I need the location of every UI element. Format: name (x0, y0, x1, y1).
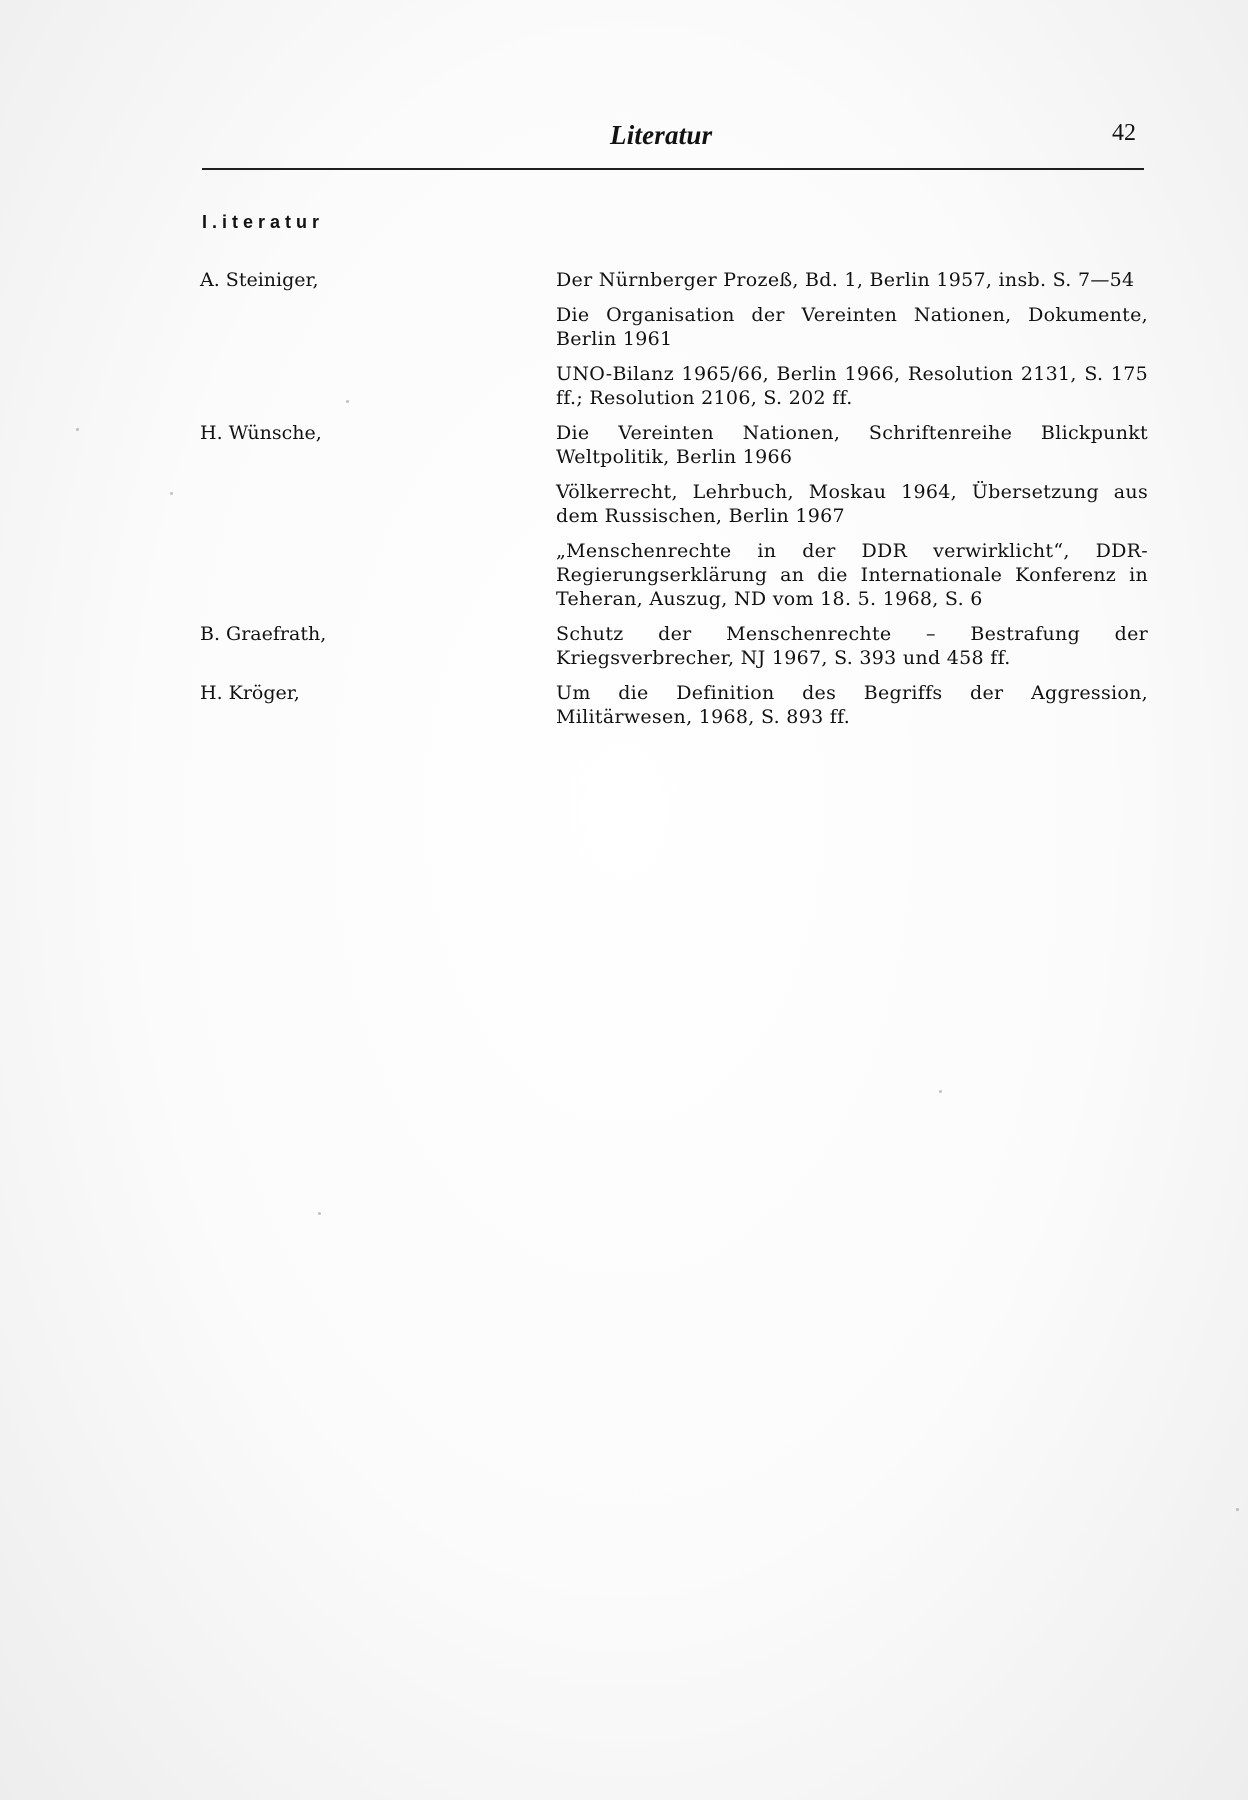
section-heading: I.iteratur (202, 212, 325, 232)
reference-entry (200, 622, 1148, 670)
page-number: 42 (1112, 120, 1136, 146)
scan-speck (76, 428, 79, 431)
reference-author: B. Graefrath, (200, 623, 327, 645)
reference-text: Schutz der Menschenrechte – Bestrafung der Kriegsverbrecher, NJ 1967, S. 393 und 458 ff. (556, 623, 1148, 669)
reference-author: H. Wünsche, (200, 422, 322, 444)
running-title: Literatur (610, 120, 713, 150)
reference-text: Der Nürnberger Prozeß, Bd. 1, Berlin 1957, insb. S. 7—54 (556, 269, 1135, 291)
reference-entry (200, 303, 1148, 351)
reference-entry (200, 268, 1148, 292)
header-rule (202, 168, 1144, 170)
reference-list (200, 268, 1148, 740)
reference-entry (200, 681, 1148, 729)
reference-text: „Menschenrechte in der DDR verwirklicht“, DDR-Regierungserklärung an die Internationale Konferenz in Teheran, Auszug, ND vom 18. 5. 1968, S. 6 (556, 540, 1148, 610)
reference-entry (200, 539, 1148, 611)
reference-text: Völkerrecht, Lehrbuch, Moskau 1964, Übersetzung aus dem Russischen, Berlin 1967 (556, 481, 1148, 527)
reference-entry (200, 362, 1148, 410)
reference-text: Die Organisation der Vereinten Nationen, Dokumente, Berlin 1961 (556, 304, 1148, 350)
reference-text: UNO-Bilanz 1965/66, Berlin 1966, Resolution 2131, S. 175 ff.; Resolution 2106, S. 202 ff. (556, 363, 1148, 409)
reference-text: Um die Definition des Begriffs der Aggression, Militärwesen, 1968, S. 893 ff. (556, 682, 1148, 728)
reference-author: H. Kröger, (200, 682, 300, 704)
reference-text: Die Vereinten Nationen, Schriftenreihe Blickpunkt Weltpolitik, Berlin 1966 (556, 422, 1148, 468)
reference-author: A. Steiniger, (200, 269, 319, 291)
scan-speck (318, 1212, 321, 1215)
scan-speck (170, 492, 173, 495)
reference-entry (200, 421, 1148, 469)
scan-speck (1236, 1508, 1239, 1511)
scan-speck (939, 1090, 942, 1093)
reference-entry (200, 480, 1148, 528)
